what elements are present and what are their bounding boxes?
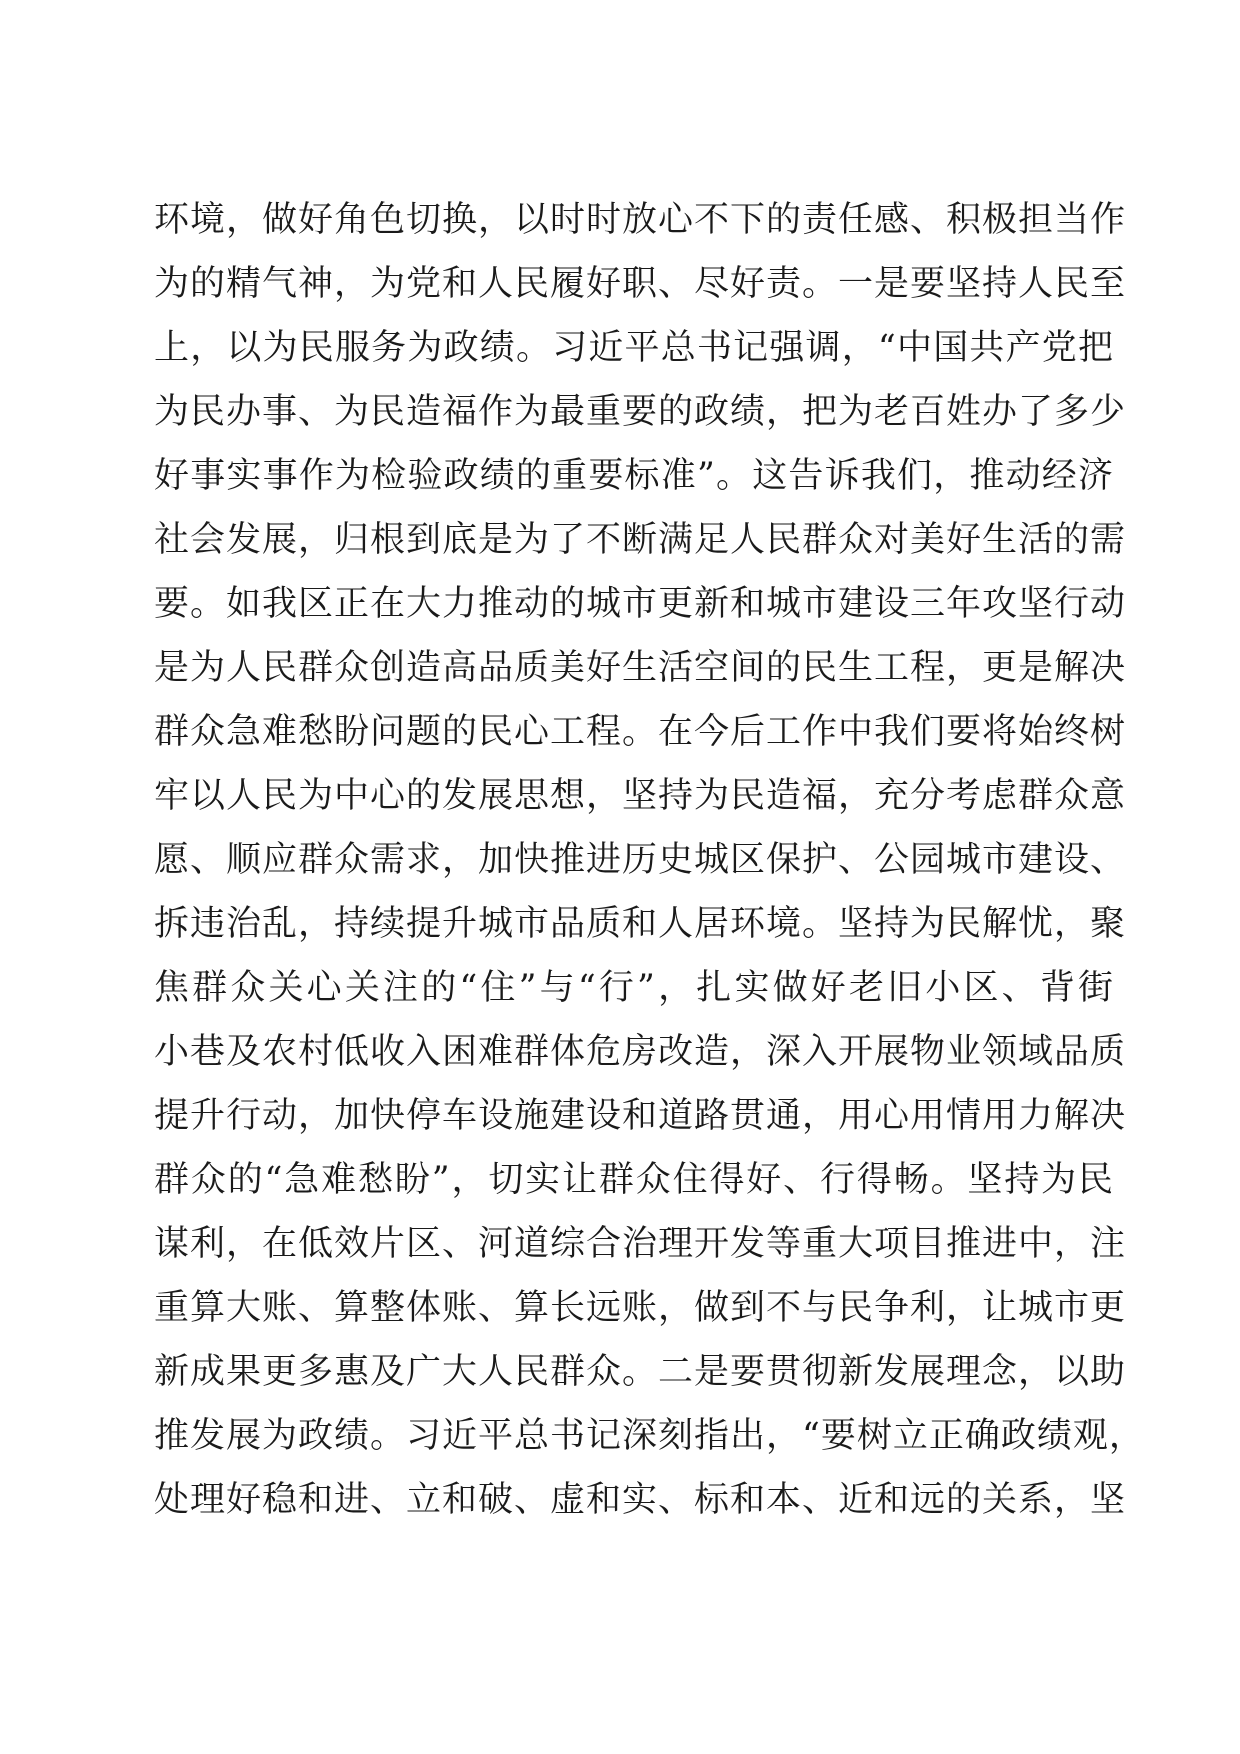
text-line: 愿、顺应群众需求，加快推进历史城区保护、公园城市建设、 [154,840,1127,880]
text-line: 好事实事作为检验政绩的重要标准”。这告诉我们，推动经济 [154,456,1114,496]
text-line: 为的精气神，为党和人民履好职、尽好责。一是要坚持人民至 [154,264,1127,304]
text-line: 社会发展，归根到底是为了不断满足人民群众对美好生活的需 [154,520,1127,560]
text-line: 处理好稳和进、立和破、虚和实、标和本、近和远的关系，坚 [154,1480,1127,1520]
text-line: 环境，做好角色切换，以时时放心不下的责任感、积极担当作 [154,200,1127,240]
body-paragraph [154,188,1145,1532]
text-line: 拆违治乱，持续提升城市品质和人居环境。坚持为民解忧，聚 [154,904,1127,944]
text-line: 焦群众关心关注的“住”与“行”，扎实做好老旧小区、背街 [154,968,1114,1008]
text-line: 要。如我区正在大力推动的城市更新和城市建设三年攻坚行动 [154,584,1127,624]
text-line: 小巷及农村低收入困难群体危房改造，深入开展物业领域品质 [154,1032,1127,1072]
text-line: 牢以人民为中心的发展思想，坚持为民造福，充分考虑群众意 [154,776,1127,816]
text-line: 群众的“急难愁盼”，切实让群众住得好、行得畅。坚持为民 [154,1160,1114,1200]
text-line: 为民办事、为民造福作为最重要的政绩，把为老百姓办了多少 [154,392,1127,432]
text-line: 谋利，在低效片区、河道综合治理开发等重大项目推进中，注 [154,1224,1127,1264]
text-line: 重算大账、算整体账、算长远账，做到不与民争利，让城市更 [154,1288,1127,1328]
text-line: 群众急难愁盼问题的民心工程。在今后工作中我们要将始终树 [154,712,1127,752]
text-line: 是为人民群众创造高品质美好生活空间的民生工程，更是解决 [154,648,1127,688]
text-line: 上，以为民服务为政绩。习近平总书记强调，“中国共产党把 [154,328,1114,368]
text-line: 推发展为政绩。习近平总书记深刻指出，“要树立正确政绩观， [154,1416,1145,1456]
text-line: 提升行动，加快停车设施建设和道路贯通，用心用情用力解决 [154,1096,1127,1136]
text-line: 新成果更多惠及广大人民群众。二是要贯彻新发展理念，以助 [154,1352,1127,1392]
